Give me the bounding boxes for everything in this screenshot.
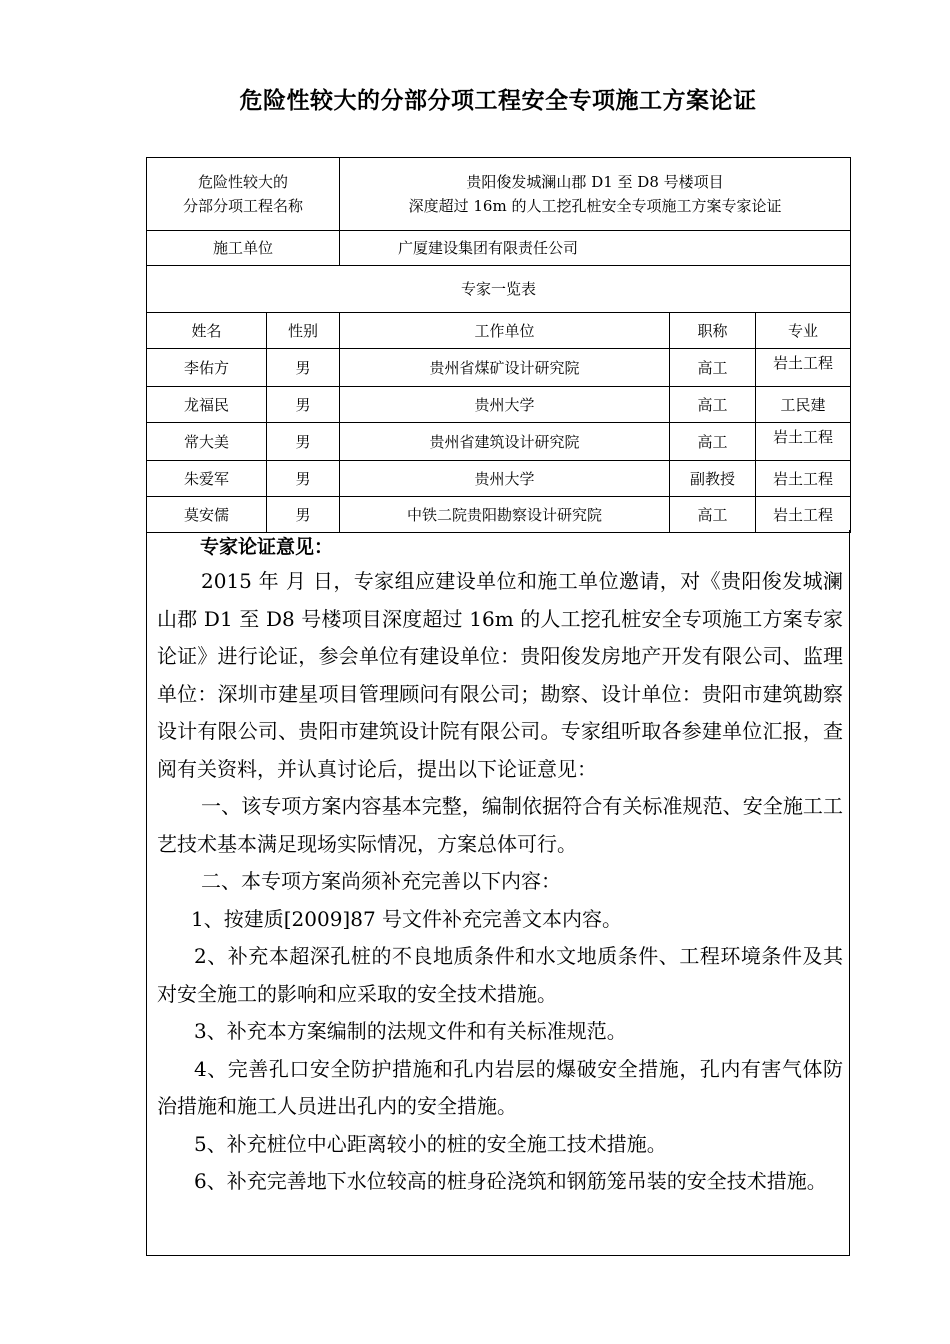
expert-rank: 高工 [670, 349, 756, 387]
experts-header-row [147, 313, 851, 349]
opinion-item: 3、补充本方案编制的法规文件和有关标准规范。 [194, 1019, 627, 1043]
expert-major: 工民建 [756, 387, 851, 423]
opinion-item: 2、补充本超深孔桩的不良地质条件和水文地质条件、工程环境条件及其对安全施工的影响和应采取的安全技术措施。 [157, 944, 843, 1006]
project-value-line1: 贵阳俊发城澜山郡 D1 至 D8 号楼项目 [466, 173, 724, 191]
opinion-body [157, 563, 843, 1201]
expert-workplace: 贵州省建筑设计研究院 [340, 423, 670, 461]
expert-rank: 高工 [670, 387, 756, 423]
experts-table-title: 专家一览表 [147, 266, 851, 313]
expert-major: 岩土工程 [756, 423, 851, 461]
expert-workplace: 中铁二院贵阳勘察设计研究院 [340, 497, 670, 533]
project-info-table [146, 157, 851, 533]
expert-rank: 高工 [670, 497, 756, 533]
opinion-item: 6、补充完善地下水位较高的桩身砼浇筑和钢筋笼吊装的安全技术措施。 [194, 1169, 827, 1193]
expert-rank: 高工 [670, 423, 756, 461]
expert-name: 龙福民 [147, 387, 267, 423]
expert-gender: 男 [267, 461, 340, 497]
opinion-paragraph: 二、本专项方案尚须补充完善以下内容： [201, 869, 561, 893]
expert-workplace: 贵州大学 [340, 387, 670, 423]
project-value-line2: 深度超过 16m 的人工挖孔桩安全专项施工方案专家论证 [408, 197, 782, 215]
expert-workplace: 贵州省煤矿设计研究院 [340, 349, 670, 387]
construction-unit-label: 施工单位 [147, 231, 340, 266]
project-label-line1: 危险性较大的 [198, 173, 289, 191]
header-workplace: 工作单位 [340, 313, 670, 349]
expert-row [147, 497, 851, 533]
header-gender: 性别 [267, 313, 340, 349]
expert-workplace: 贵州大学 [340, 461, 670, 497]
expert-row [147, 349, 851, 387]
expert-gender: 男 [267, 423, 340, 461]
page-title: 危险性较大的分部分项工程安全专项施工方案论证 [239, 88, 757, 114]
expert-name: 朱爱军 [147, 461, 267, 497]
expert-rank: 副教授 [670, 461, 756, 497]
expert-gender: 男 [267, 387, 340, 423]
expert-name: 李佑方 [147, 349, 267, 387]
opinion-title: 专家论证意见： [200, 536, 334, 558]
opinion-item: 5、补充桩位中心距离较小的桩的安全施工技术措施。 [194, 1131, 667, 1156]
header-rank: 职称 [670, 313, 756, 349]
experts-title-row [147, 266, 851, 313]
expert-row [147, 461, 851, 497]
project-label-line2: 分部分项工程名称 [183, 197, 304, 215]
expert-row [147, 387, 851, 423]
opinion-paragraph: 2015 年 月 日，专家组应建设单位和施工单位邀请，对《贵阳俊发城澜山郡 D1 至 D8 号楼项目深度超过 16m 的人工挖孔桩安全专项施工方案专家论证》进行论证，参会单位有建设单位：贵阳俊发房地产开发有限公司、监理单位：深圳市建星项目管理顾问有限公司；勘察、设计单位：贵阳市建筑勘察设计有限公司、贵阳市建筑设计院有限公司。专家组听取各参建单位汇报，查阅有关资料，并认真讨论后，提出以下论证意见： [157, 569, 843, 781]
header-name: 姓名 [147, 313, 267, 349]
expert-name: 常大美 [147, 423, 267, 461]
project-name-value [340, 158, 851, 231]
expert-opinion-section [146, 530, 850, 1256]
expert-major: 岩土工程 [756, 497, 851, 533]
expert-gender: 男 [267, 497, 340, 533]
opinion-item: 4、完善孔口安全防护措施和孔内岩层的爆破安全措施，孔内有害气体防治措施和施工人员进出孔内的安全措施。 [157, 1056, 843, 1118]
project-name-label [147, 158, 340, 231]
expert-major: 岩土工程 [756, 349, 851, 387]
project-name-row [147, 158, 851, 231]
expert-name: 莫安儒 [147, 497, 267, 533]
opinion-paragraph: 一、该专项方案内容基本完整，编制依据符合有关标准规范、安全施工工艺技术基本满足现场实际情况，方案总体可行。 [157, 794, 843, 856]
construction-unit-row [147, 231, 851, 266]
opinion-item: 1、按建质[2009]87 号文件补充完善文本内容。 [191, 906, 623, 931]
construction-unit-value: 广厦建设集团有限责任公司 [340, 231, 851, 266]
header-major: 专业 [756, 313, 851, 349]
expert-major: 岩土工程 [756, 461, 851, 497]
expert-gender: 男 [267, 349, 340, 387]
expert-row [147, 423, 851, 461]
